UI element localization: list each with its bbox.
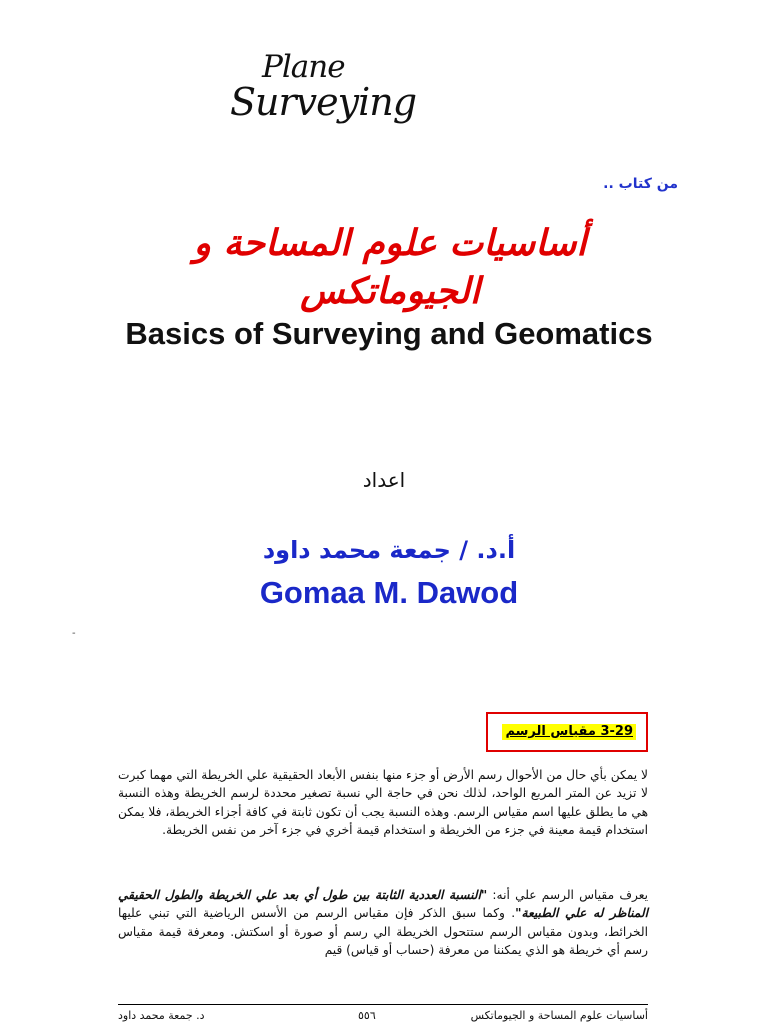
from-book-label: من كتاب .. — [603, 176, 678, 192]
author-name-arabic: أ.د. / جمعة محمد داود — [262, 536, 516, 564]
section-heading: 3-29 مقياس الرسم — [502, 724, 636, 740]
paragraph-two — [118, 886, 648, 960]
footer-divider — [118, 1004, 648, 1005]
arabic-book-title: أساسيات علوم المساحة و الجيوماتكس — [193, 223, 587, 312]
author-name-english: Gomaa M. Dawod — [259, 575, 519, 610]
scale-definition: "النسبة العددية الثابتة بين طول أي بعد علي الخريطة والطول الحقيقي المناظر له علي الطبيعة" — [118, 888, 648, 921]
footer-page-number: ٥٥٦ — [358, 1009, 376, 1022]
footer-book-name: أساسيات علوم المساحة و الجيوماتكس — [470, 1009, 648, 1022]
logo-plane-text: Plane — [262, 49, 345, 85]
logo-surveying-text: Surveying — [230, 80, 417, 124]
prepared-by-label: اعداد — [362, 468, 406, 492]
stray-mark: - — [72, 628, 76, 639]
paragraph-two-rest: . وكما سبق الذكر فإن مقياس الرسم من الأسس الرياضية التي تبني عليها الخرائط، وبدون مقياس الرسم ستتحول الخريطة الي رسم أو صورة أو اسكتش. ومعرفة قيمة مقياس رسم أي خريطة هو الذي يمكننا من معرفة (حساب أو قياس) قيم — [118, 906, 648, 958]
paragraph-one — [118, 766, 648, 840]
english-book-title: Basics of Surveying and Geomatics — [125, 316, 653, 351]
paragraph-two-intro: يعرف مقياس الرسم علي أنه: — [487, 888, 648, 902]
paragraph-one-text: لا يمكن بأي حال من الأحوال رسم الأرض أو جزء منها بنفس الأبعاد الحقيقية علي الخريطة التي مهما كبرت لا تزيد عن المتر المربع الواحد، لذلك نحن في حاجة الي نسبة تصغير محددة لرسم الخريطة وهذه النسبة هي ما يطلق عليها اسم مقياس الرسم. وهذه النسبة يجب أن تكون ثابتة في كافة أجزاء الخريطة، فلا يمكن استخدام قيمة معينة في جزء من الخريطة و استخدام قيمة أخري في جزء آخر من نفس الخريطة. — [118, 768, 648, 838]
footer-author: د. جمعة محمد داود — [118, 1009, 205, 1022]
section-heading-box — [486, 712, 648, 752]
